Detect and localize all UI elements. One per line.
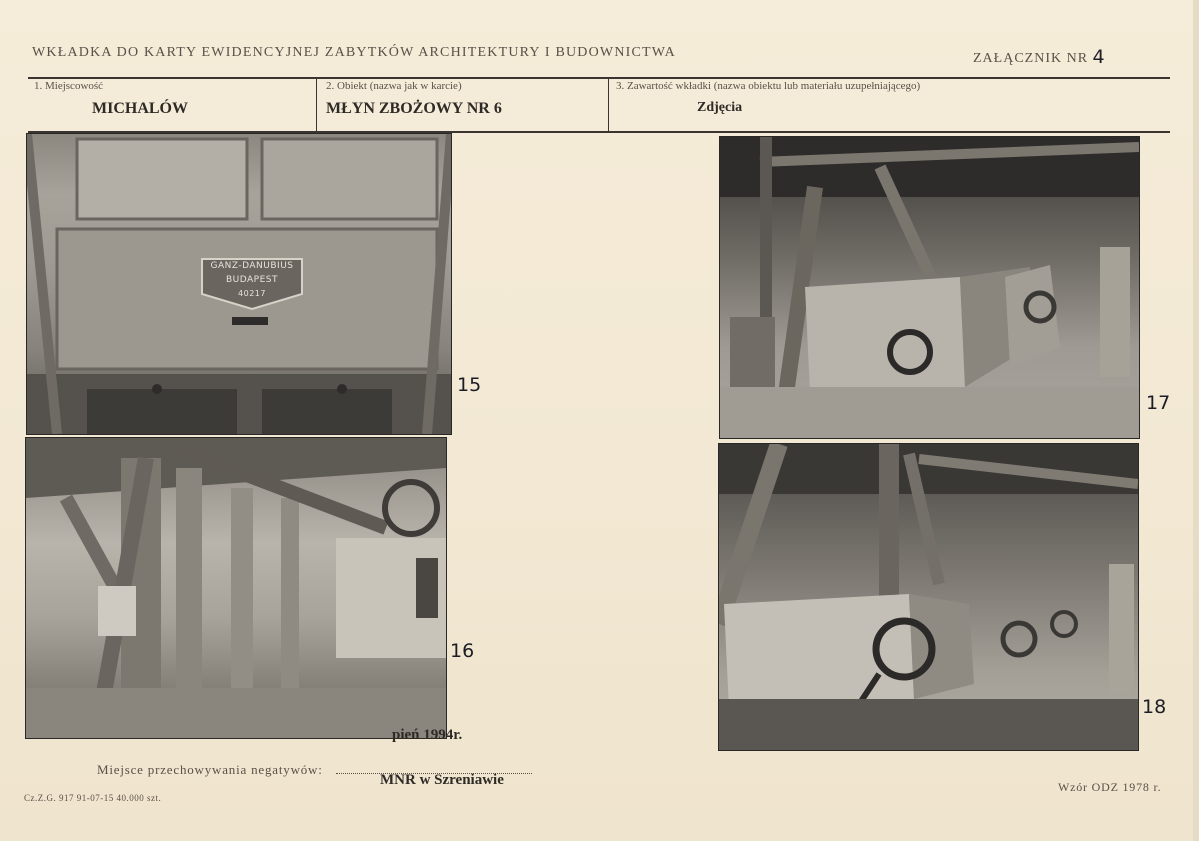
field-value-locality: MICHALÓW	[92, 100, 188, 117]
photo-date: pień 1994r.	[392, 727, 463, 743]
mill-sifters-closeup-drawing	[719, 444, 1138, 750]
photo-number-15: 15	[457, 374, 482, 396]
plate-city: BUDAPEST	[225, 275, 278, 285]
annex-label	[973, 45, 1106, 67]
form-title: WKŁADKA DO KARTY EWIDENCYJNEJ ZABYTKÓW ARCHITEKTURY I BUDOWNICTWA	[32, 45, 676, 60]
field-label-object: 2. Obiekt (nazwa jak w karcie)	[326, 80, 462, 92]
photo-number-18: 18	[1142, 696, 1167, 718]
table-top-rule	[28, 77, 1170, 79]
field-value-object: MŁYN ZBOŻOWY NR 6	[326, 100, 502, 117]
plate-maker: GANZ-DANUBIUS	[210, 261, 294, 271]
nameplate	[202, 259, 302, 307]
form-template-code: Wzór ODZ 1978 r.	[1058, 780, 1162, 794]
negatives-location-label: Miejsce przechowywania negatywów:	[97, 762, 323, 777]
mill-interior-drawing	[26, 438, 446, 738]
photo-mill-sifters-2	[718, 443, 1139, 751]
photo-mill-interior	[25, 437, 447, 739]
field-label-contents: 3. Zawartość wkładki (nazwa obiektu lub materiału uzupełniającego)	[616, 80, 921, 92]
page-edge	[1193, 0, 1199, 841]
photo-number-16: 16	[450, 640, 475, 662]
mill-sifters-drawing	[720, 137, 1139, 438]
column-divider	[608, 77, 609, 133]
photo-mill-sifters-1	[719, 136, 1140, 439]
column-divider	[316, 77, 317, 133]
field-label-locality: 1. Miejscowość	[34, 80, 104, 92]
photo-machine-nameplate	[26, 133, 452, 435]
print-code: Cz.Z.G. 917 91-07-15 40.000 szt.	[24, 793, 162, 803]
field-value-contents: Zdjęcia	[697, 100, 743, 115]
plate-serial: 40217	[238, 289, 266, 298]
annex-label-text: ZAŁĄCZNIK NR	[973, 51, 1089, 66]
photo-number-17: 17	[1146, 392, 1171, 414]
negatives-location-value: MNR w Szreniawie	[380, 772, 504, 788]
annex-number: 4	[1092, 46, 1106, 68]
